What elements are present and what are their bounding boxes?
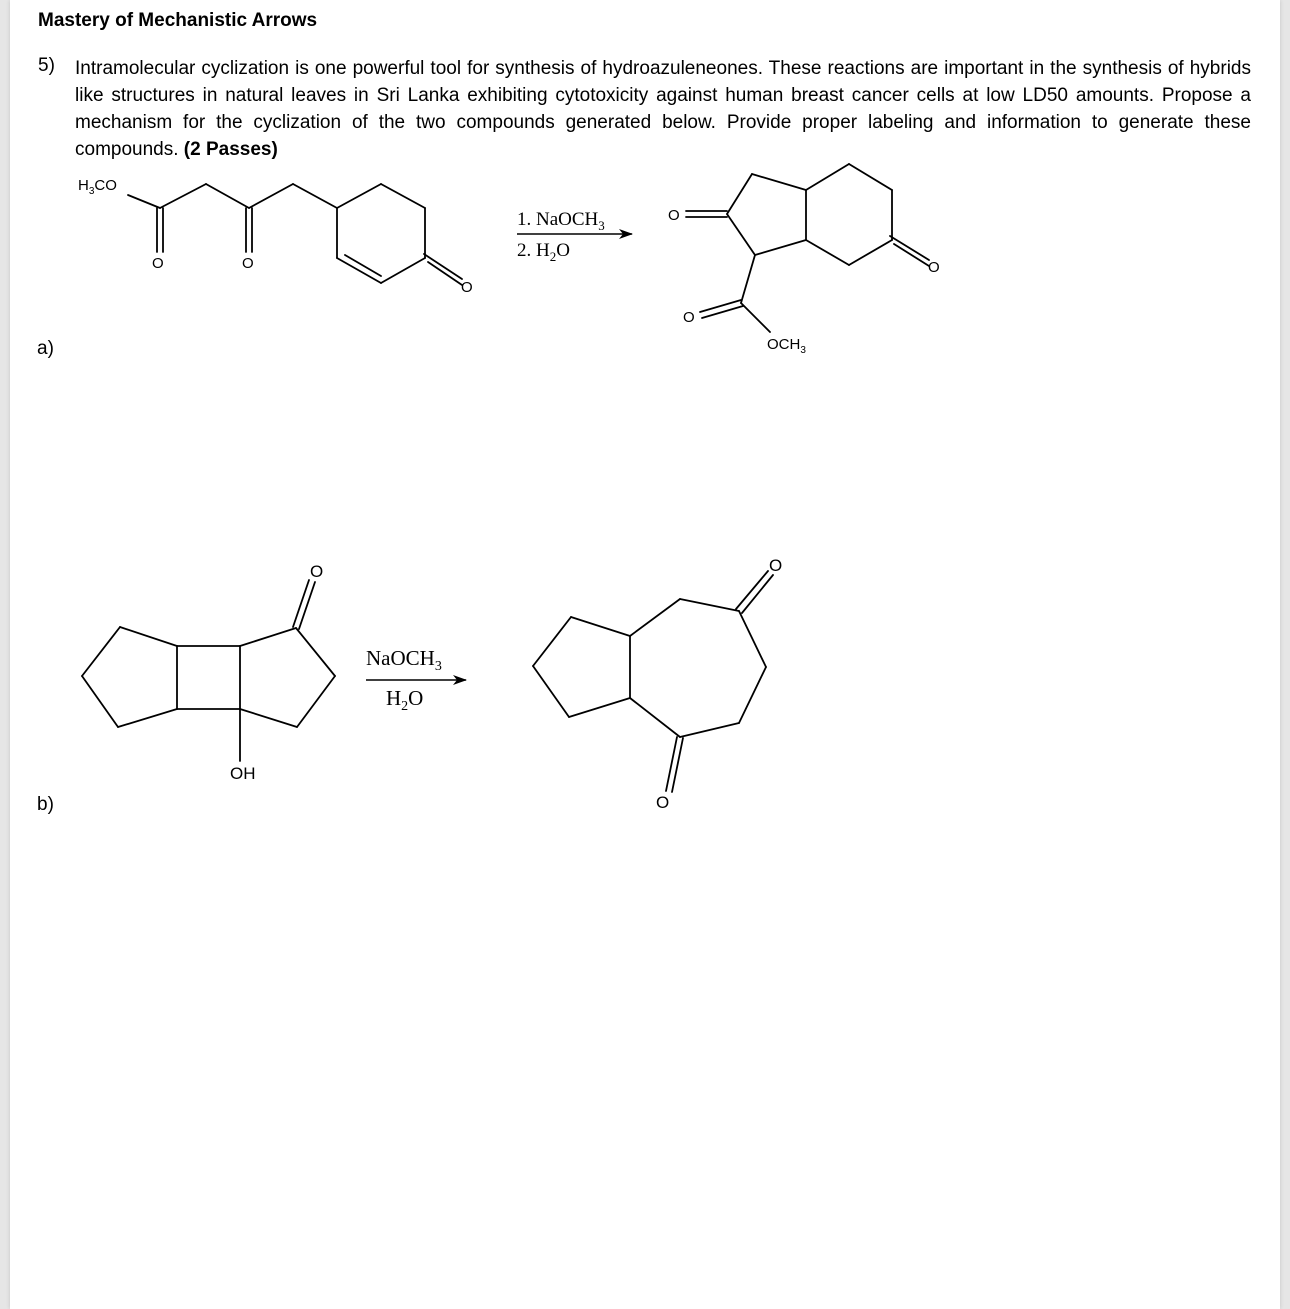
product-b-oxygen-bottom: O: [656, 793, 670, 812]
part-b-reagent-top: NaOCH$_3$: [366, 646, 442, 674]
part-a-reagent-1: 1. NaOCH$_3$: [517, 209, 605, 233]
product-ketone-oxygen-1: O: [668, 207, 680, 224]
question-passes: (2 Passes): [183, 139, 278, 160]
page-title: Mastery of Mechanistic Arrows: [38, 10, 318, 31]
part-a-sm-labels: [78, 177, 473, 296]
part-b-reagent-bottom: $H_2O$: [386, 686, 424, 714]
part-a-label: a): [37, 338, 54, 359]
part-b-product: [533, 571, 773, 792]
question-number: 5): [38, 55, 55, 76]
part-b-sm-labels: [230, 562, 323, 783]
part-a-starting-material: [128, 184, 462, 285]
sm-methoxy-label: $H_3CO$: [78, 177, 117, 197]
part-a-product-labels: [668, 207, 940, 356]
part-b-starting-material: [82, 580, 335, 761]
product-ester-carbonyl-oxygen: O: [683, 309, 695, 326]
part-b-label: b): [37, 794, 54, 815]
product-methoxy-label: $OCH_3$: [767, 336, 806, 356]
sm-carbonyl-oxygen-2: O: [242, 255, 254, 272]
part-a-product: [686, 164, 929, 332]
product-ketone-oxygen-2: O: [928, 259, 940, 276]
product-b-oxygen-top: O: [769, 556, 783, 575]
sm-b-hydroxyl-label: OH: [230, 764, 256, 783]
sm-carbonyl-oxygen-1: O: [152, 255, 164, 272]
sm-ketone-oxygen: O: [461, 279, 473, 296]
sm-b-ketone-oxygen: O: [310, 562, 324, 581]
question-body: Intramolecular cyclization is one powerful tool for synthesis of hydroazuleneones. These reactions are important in the synthesis of hybrids like structures in natural leaves in Sri Lanka exhibiting cytotoxicity against human breast cancer cells at low LD50 amounts. Propose a mechanism for the cyclization of the two compounds generated below. Provide proper labeling and information to generate these compounds.: [75, 58, 1251, 160]
part-a-reagent-2: 2. $H_2O$: [517, 240, 570, 264]
